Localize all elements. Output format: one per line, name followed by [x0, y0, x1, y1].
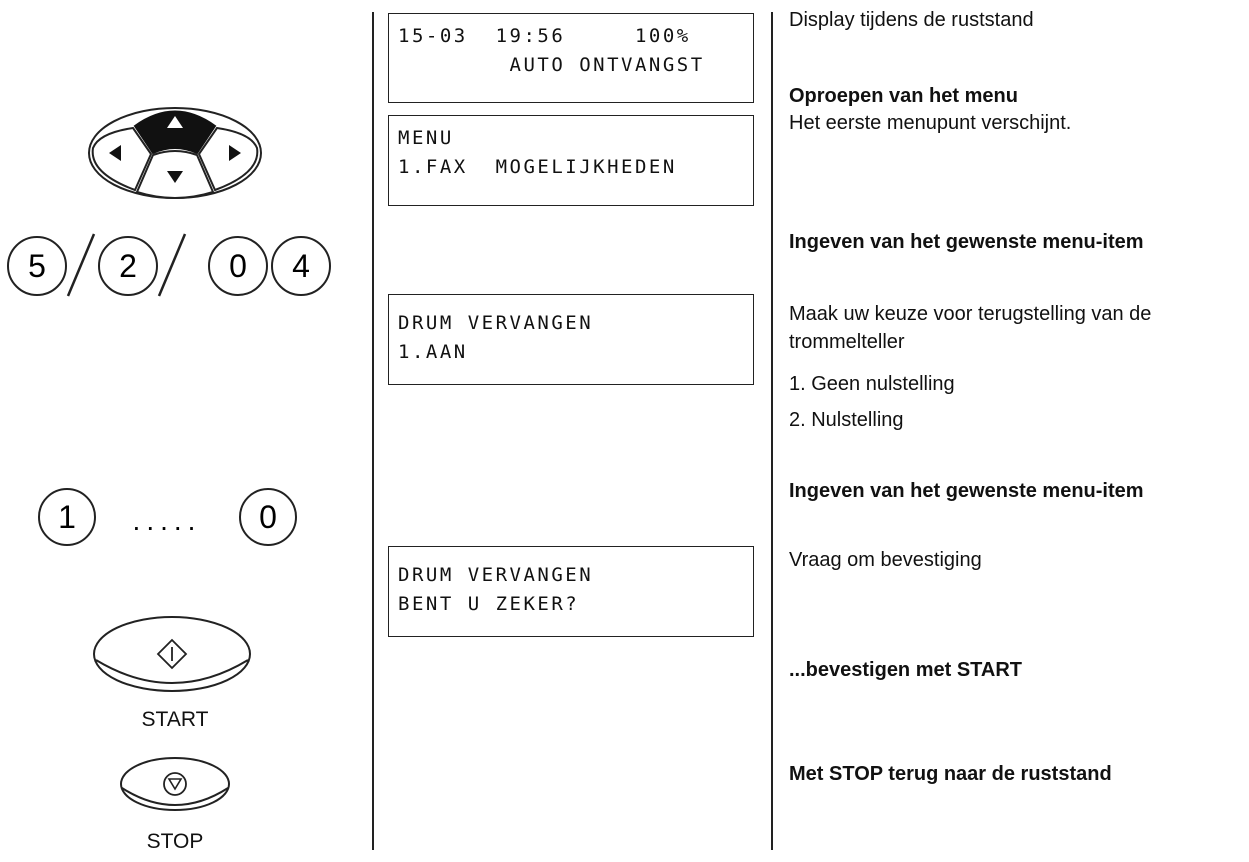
lcd-line-1: DRUM VERVANGEN: [398, 312, 594, 334]
key-1[interactable]: 1: [58, 499, 76, 535]
lcd-line-2: 1.FAX MOGELIJKHEDEN: [398, 156, 677, 178]
key-0-range[interactable]: 0: [259, 499, 277, 535]
lcd-line-1: MENU: [398, 127, 454, 149]
column-divider-right: [771, 12, 773, 850]
key-0[interactable]: 0: [229, 248, 247, 284]
lcd-line-2: 1.AAN: [398, 341, 468, 363]
lcd-line-1: DRUM VERVANGEN: [398, 564, 594, 586]
digit-keys-row: [2, 226, 342, 306]
drum-choice-option-1: 1. Geen nulstelling: [789, 373, 955, 395]
drum-choice-line-1: Maak uw keuze voor terugstelling van de: [789, 303, 1152, 325]
stop-label: STOP: [146, 830, 204, 853]
digit-range-keys: [30, 482, 330, 552]
lcd-drum-replace: [388, 294, 754, 385]
menu-step-description: Het eerste menupunt verschijnt.: [789, 112, 1072, 134]
confirm-question-description: Vraag om bevestiging: [789, 549, 982, 571]
lcd-drum-confirm: [388, 546, 754, 637]
standby-description: Display tijdens de ruststand: [789, 9, 1034, 31]
lcd-standby: [388, 13, 754, 103]
menu-item-entry-title-2: Ingeven van het gewenste menu-item: [789, 480, 1144, 502]
stop-button[interactable]: [117, 756, 237, 822]
column-divider-left: [372, 12, 374, 850]
confirm-start-title: ...bevestigen met START: [789, 659, 1023, 681]
lcd-line-1: 15-03 19:56 100%: [398, 25, 691, 47]
start-label: START: [141, 708, 209, 731]
stop-return-title: Met STOP terug naar de ruststand: [789, 763, 1112, 785]
key-2[interactable]: 2: [119, 248, 137, 284]
drum-choice-line-2: trommelteller: [789, 331, 905, 353]
menu-item-entry-title: Ingeven van het gewenste menu-item: [789, 231, 1144, 253]
start-button[interactable]: [90, 614, 260, 704]
key-4[interactable]: 4: [292, 248, 310, 284]
menu-step-title: Oproepen van het menu: [789, 85, 1018, 107]
lcd-menu: [388, 115, 754, 206]
lcd-line-2: BENT U ZEKER?: [398, 593, 580, 615]
navigation-keys: [85, 103, 265, 203]
key-range-dots: .....: [132, 505, 202, 536]
drum-choice-option-2: 2. Nulstelling: [789, 409, 904, 431]
key-5[interactable]: 5: [28, 248, 46, 284]
lcd-line-2: AUTO ONTVANGST: [398, 54, 705, 76]
